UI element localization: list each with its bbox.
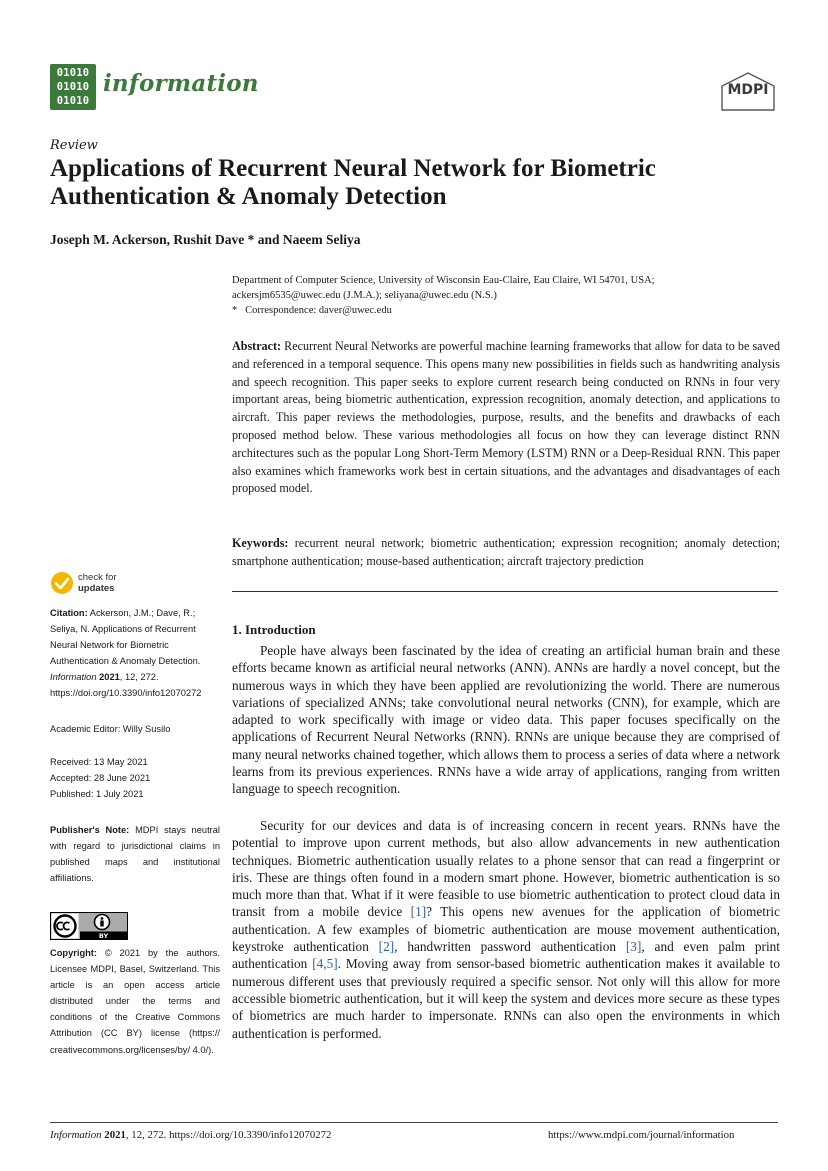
check-updates-label: updates (78, 583, 115, 594)
keywords-label: Keywords: (232, 536, 289, 550)
abstract (232, 338, 780, 498)
check-updates-icon (50, 571, 74, 595)
article-type: Review (50, 138, 98, 153)
correspondence: * Correspondence: daver@uwec.edu (232, 305, 392, 316)
citation-journal: Information (50, 672, 97, 683)
journal-logo (50, 64, 96, 110)
mdpi-logo-text: MDPI (727, 82, 769, 98)
author-emails: ackersjm6535@uwec.edu (J.M.A.); seliyana@uwec.edu (N.S.) (232, 290, 497, 301)
paragraph-text: Security for our devices and data is of increasing concern in recent years. RNNs have the potential to improve upon current methods, but also allow advancements in new authentication techniques. Biometric authentication usually relates to a phone sensor that can read a fingerprint or iris. These are things often found in a modern smart phone. However, biometric authentication is so much more than that. What if it were feasible to use biometric authentication to protect cloud data in transit from a mobile device (232, 818, 780, 920)
pubnote-label: Publisher's Note: (50, 825, 130, 835)
citation-doi[interactable]: , 12, 272. https://doi.org/10.3390/info12070272 (50, 672, 202, 699)
citation-label: Citation: (50, 608, 88, 618)
pubnote-text: MDPI stays neutral with regard to jurisdictional claims in published maps and institutional affiliations. (50, 825, 220, 884)
paragraph-text: . Moving away from sensor-based biometric authentication makes it available to numerous different uses that previously required a specific sensor. Not only will this allow for more accessible biometric authentication, but it will keep the system and devices more secure as these types of biometrics are much harder to impersonate. RNNs can also open the environments in which authentication is performed. (232, 956, 780, 1041)
body-paragraph: People have always been fascinated by the idea of creating an artificial human brain and these efforts became known as artificial neural networks (ANN). ANNs are hardly a novel concept, but the numerous ways in which they have been applied are revolutionizing the world. There are numerous variations of specialized ANNs; take convolutional neural networks (CNN), for example, which are adapted to work specifically with image or video data. This paper focuses specifically on the applications of Recurrent Neural Networks (RNN). RNNs are unique because they are comprised of many neural networks chained together, which allows them to process a series of data where a network learns from its previous experiences. RNNs have a wide array of applications, ranging from written language to speech recognition. (232, 643, 780, 797)
received-date: Received: 13 May 2021 (50, 757, 148, 767)
cc-by-license-badge[interactable] (50, 912, 128, 940)
reference-link[interactable]: [3] (625, 939, 642, 955)
publishers-note (50, 822, 220, 886)
paragraph-text: , handwritten password authentication (394, 939, 626, 955)
creative-commons-icon (50, 912, 128, 940)
footer-year: 2021 (104, 1129, 126, 1141)
check-updates-label: check for (78, 572, 117, 583)
abstract-label: Abstract: (232, 339, 282, 353)
footer-doi[interactable]: , 12, 272. https://doi.org/10.3390/info12070272 (125, 1129, 332, 1141)
keywords-text: recurrent neural network; biometric authentication; expression recognition; anomaly detection; smartphone authentication; mouse-based authentication; aircraft trajectory prediction (232, 536, 780, 568)
footer-journal-url[interactable]: https://www.mdpi.com/journal/information (548, 1129, 735, 1141)
copyright-text: © 2021 by the authors. Licensee MDPI, Basel, Switzerland. This article is an open access article distributed under the terms and conditions of the Creative Commons Attribution (CC BY) license (https:// creativecommons.org/licenses/by/ 4.0/). (50, 948, 220, 1055)
paragraph-text: ? This opens new avenues for the application of biometric authentication. A few examples of biometric authentication are mouse movement authentication, keystroke authentication (232, 904, 780, 955)
author-list: Joseph M. Ackerson, Rushit Dave * and Naeem Seliya (50, 232, 361, 247)
logo-binary-row: 01010 (56, 81, 90, 93)
reference-link[interactable]: [1] (410, 904, 427, 920)
section-divider (232, 591, 778, 592)
publication-dates (50, 754, 220, 802)
abstract-text: Recurrent Neural Networks are powerful machine learning frameworks that allow for data to be saved and referenced in a temporal sequence. This opens many new possibilities in fields such as handwriting analysis and speech recognition. This paper seeks to explore current research being conducted on RNNs in four very important areas, being biometric authentication, expression recognition, anomaly detection, and applications to aircraft. This paper reviews the methodologies, purpose, results, and the benefits and drawbacks of each proposed method below. These various methodologies all focus on how they can leverage distinct RNN architectures such as the popular Long Short-Term Memory (LSTM) RNN or a Deep-Residual RNN. This paper also examines which frameworks work best in certain situations, and the advantages and disadvantages of each proposed model. (232, 339, 780, 496)
footer-divider (50, 1122, 778, 1123)
logo-binary-row: 01010 (56, 67, 90, 79)
published-date: Published: 1 July 2021 (50, 789, 144, 800)
copyright-notice (50, 945, 220, 1058)
section-heading: 1. Introduction (232, 622, 316, 637)
cc-by-label: BY (98, 932, 109, 940)
article-title: Applications of Recurrent Neural Network for Biometric Authentication & Anomaly Detection (50, 155, 656, 210)
citation-year: 2021 (99, 672, 120, 683)
keywords (232, 535, 780, 571)
footer-citation (50, 1129, 331, 1141)
reference-link[interactable]: [2] (378, 939, 395, 955)
accepted-date: Accepted: 28 June 2021 (50, 773, 151, 784)
logo-binary-row: 01010 (56, 95, 90, 107)
body-paragraph (232, 817, 780, 1042)
citation-block (50, 605, 220, 702)
academic-editor: Academic Editor: Willy Susilo (50, 724, 171, 734)
affiliation: Department of Computer Science, University of Wisconsin Eau-Claire, Eau Claire, WI 54701, USA; (232, 275, 655, 286)
citation-text: Ackerson, J.M.; Dave, R.; Seliya, N. Applications of Recurrent Neural Network for Biometric Authentication & Anomaly Detection. (50, 608, 201, 667)
paragraph-text: , and even palm print authentication (232, 939, 781, 972)
journal-name: information (103, 70, 259, 97)
mdpi-logo (718, 72, 778, 112)
reference-link[interactable]: [4,5] (312, 956, 338, 972)
check-for-updates-badge[interactable] (50, 571, 170, 599)
copyright-label: Copyright: (50, 948, 97, 958)
footer-journal: Information (50, 1129, 102, 1141)
